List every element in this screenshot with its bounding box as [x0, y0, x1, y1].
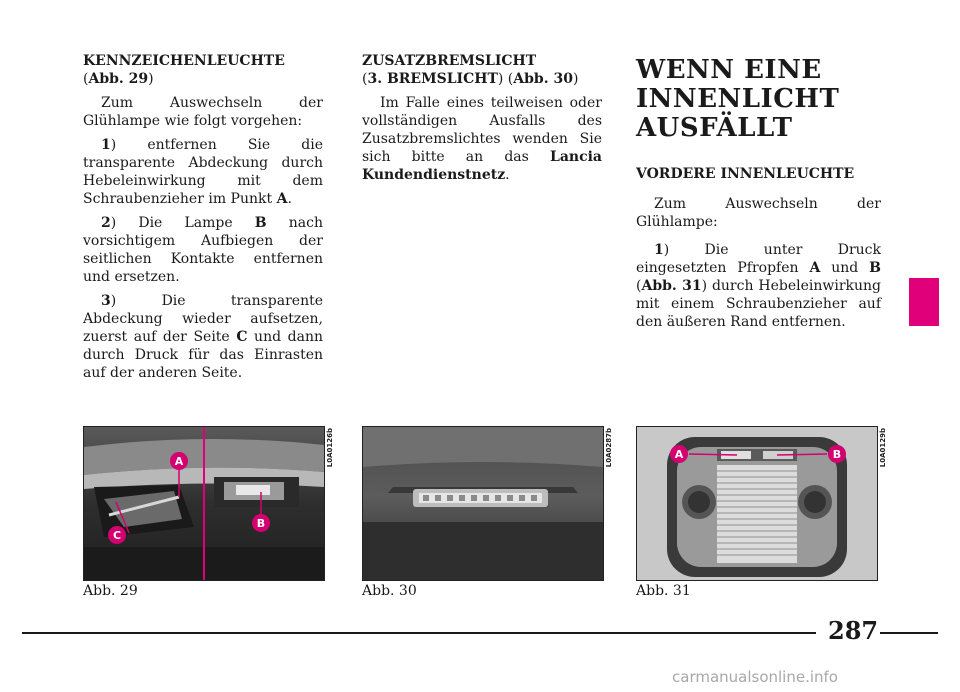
paren: ( [83, 71, 89, 87]
interior-light-illustration [637, 427, 877, 580]
section-heading [362, 52, 602, 88]
figure-ref: Abb. 31 [641, 278, 702, 294]
step-text: ( [636, 278, 642, 294]
footer-rule-left [22, 632, 816, 634]
figure-ref: Abb. 30 [513, 71, 573, 87]
heading-text: ZUSATZBREMSLICHT [362, 53, 537, 69]
step-text: ) durch Hebeleinwirkung mit einem Schraubenzieher auf den äußeren Rand entfernen. [636, 278, 881, 330]
step-1: 1) entfernen Sie die transparente Abdeckung durch Hebeleinwirkung mit dem Schraubenzieher im Punkt A. [83, 137, 323, 207]
body-paragraph [362, 94, 602, 184]
point-letter: B [869, 260, 881, 276]
paren: ) [148, 71, 154, 87]
step-number: 3 [101, 293, 111, 309]
label-a: A [674, 448, 684, 461]
step-number: 1 [654, 242, 664, 258]
title-line: AUSFÄLLT [636, 113, 793, 143]
intro-paragraph: Zum Auswechseln der Glühlampe wie folgt vorgehen: [83, 95, 323, 129]
body-text: . [505, 167, 510, 183]
step-number: 2 [101, 215, 111, 231]
step-text: nach vorsichtigem Aufbiegen der seitlichen Kontakte entfernen und ersetzen. [83, 215, 324, 285]
title-line: INNENLICHT [636, 84, 840, 114]
figure-code: L0A0129b [879, 428, 887, 468]
paren: ( [362, 71, 368, 87]
step-3 [83, 292, 323, 382]
step-text: und [820, 260, 870, 276]
figure-29-caption: Abb. 29 [83, 583, 138, 599]
point-letter: C [236, 329, 248, 345]
column-third-brake-light [362, 52, 602, 190]
column-interior-light [636, 54, 881, 337]
heading-text: 3. BREMSLICHT [367, 71, 498, 87]
figure-31-caption: Abb. 31 [636, 583, 691, 599]
label-b: B [832, 448, 842, 461]
section-heading [83, 52, 323, 88]
figure-31-photo [636, 426, 878, 581]
chapter-tab [909, 278, 939, 326]
paren: ) [572, 71, 579, 87]
point-letter: B [254, 215, 267, 231]
watermark: carmanualsonline.info [672, 668, 838, 686]
figure-29-photo [83, 426, 325, 581]
figure-code: L0A0126b [326, 428, 334, 468]
service-network: Lancia Kundendienstnetz [362, 149, 602, 183]
body-text: Im Falle eines teilweisen oder vollständigen Ausfalls des Zusatzbremslichtes wenden Sie sich bitte an das [362, 95, 602, 165]
step-1 [636, 241, 881, 331]
column-license-plate-light [83, 52, 323, 388]
step-text: ) entfernen Sie die transparente Abdeckung durch Hebeleinwirkung mit dem Schraubenzieher im Punkt [83, 137, 323, 207]
step-text: ) Die unter Druck eingesetzten Pfropfen [636, 242, 881, 276]
step-number: 1 [101, 137, 111, 153]
step-text: ) Die transparente Abdeckung wieder aufsetzen, zuerst auf der Seite [83, 293, 323, 345]
label-a: A [174, 455, 184, 468]
page-number: 287 [828, 616, 879, 645]
figure-ref: Abb. 29 [88, 71, 149, 87]
step-text: ) Die Lampe [110, 215, 255, 231]
brake-light-illustration [363, 427, 603, 580]
intro-paragraph: Zum Auswechseln der Glühlampe: [636, 196, 881, 230]
title-line: WENN EINE [636, 55, 822, 85]
heading-text: KENNZEICHENLEUCHTE [83, 53, 285, 69]
figure-code: L0A0287b [605, 428, 613, 468]
footer-rule-right [880, 632, 938, 634]
chapter-title [636, 56, 881, 143]
figure-30-photo [362, 426, 604, 581]
point-letter: A [809, 260, 821, 276]
label-c: C [112, 529, 122, 542]
figure-30-caption: Abb. 30 [362, 583, 417, 599]
paren: ) ( [497, 71, 514, 87]
step-2 [83, 214, 323, 286]
license-plate-light-illustration [84, 427, 324, 580]
point-letter: A [276, 191, 288, 207]
section-heading: VORDERE INNENLEUCHTE [636, 166, 855, 182]
step-text: und dann durch Druck für das Einrasten auf der anderen Seite. [83, 329, 323, 381]
label-b: B [256, 517, 266, 530]
